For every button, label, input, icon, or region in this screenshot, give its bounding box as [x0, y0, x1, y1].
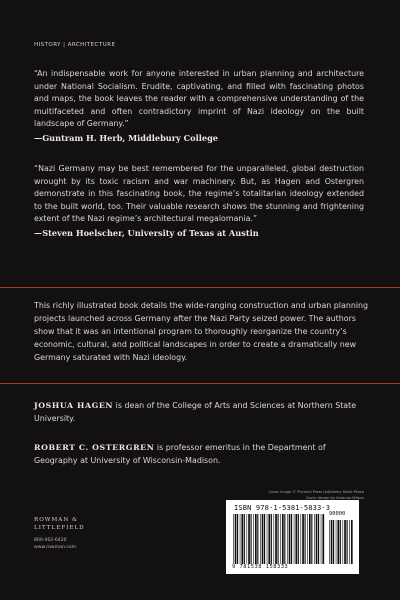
barcode-bar [275, 514, 277, 564]
publisher-block [34, 517, 85, 551]
barcode-bar [331, 520, 333, 564]
barcode-bar [260, 514, 261, 564]
barcode-bar [268, 514, 270, 564]
quote-text: “Nazi Germany may be best remembered for the unparalleled, global destruction wrought by its toxic racism and war machinery. But, as Hagen and Ostergren demonstrate in this fascinating book, the regime’s totalitarian ideology extended to the built world, too. Their valuable research shows the stunning and frightening extent of the Nazi regime’s architectural megalomania.” [34, 164, 364, 223]
barcode-bar [278, 514, 279, 564]
publisher-website: www.rowman.com [34, 545, 77, 550]
barcode-bar [305, 514, 306, 564]
author-bio-text: is professor emeritus in the Department of Geography at University of Wisconsin-Madison. [34, 443, 326, 465]
barcode-digits: 9 781538 158333 [232, 564, 289, 570]
barcode-bar [318, 514, 319, 564]
barcode-bar [351, 520, 353, 564]
barcode-bar [307, 514, 308, 564]
author-bio-text: is dean of the College of Arts and Sciences at Northern State University. [34, 401, 357, 423]
barcode-bar [244, 514, 245, 564]
category-label: HISTORY | ARCHITECTURE [34, 42, 116, 48]
barcode-bar [314, 514, 315, 564]
barcode-bar [274, 514, 275, 564]
barcode-bar [337, 520, 339, 564]
book-description: This richly illustrated book details the wide-ranging construction and urban planning projects launched across Germany after the Nazi Party seized power. The authors show that it was an intentional program to thoroughly reorganize the country’s economic, cultural, and political landscapes in order to create a dramatically new Germany saturated with Nazi ideology. [34, 301, 369, 362]
barcode-bar [267, 514, 268, 564]
barcode-bar [284, 514, 285, 564]
barcode-addon-bars [329, 520, 353, 564]
quote-attribution: —Steven Hoelscher, University of Texas at Austin [34, 227, 259, 238]
barcode-bar [271, 514, 272, 564]
barcode-bar [264, 514, 265, 564]
barcode-bar [340, 520, 341, 564]
barcode-bar [240, 514, 241, 564]
quote-text: “An indispensable work for anyone interested in urban planning and architecture under National Socialism. Erudite, captivating, and filled with fascinating photos and maps, the book leaves the reader with a comprehensive understanding of the multifaceted and often contradictory imprint of Nazi ideology on the built landscape of Germany.” [34, 69, 364, 128]
divider-rule [0, 383, 400, 384]
barcode-bar [248, 514, 250, 564]
barcode-bar [311, 514, 312, 564]
barcode-bar [302, 514, 304, 564]
barcode-bar [333, 520, 334, 564]
barcode-bar [321, 514, 322, 564]
publisher-phone: 800-462-6420 [34, 538, 67, 543]
isbn-barcode [226, 500, 359, 574]
author-bio [34, 441, 364, 467]
barcode-bar [298, 514, 299, 564]
barcode-bar [255, 514, 257, 564]
barcode-bars [233, 514, 325, 564]
image-credit: Cover image © Pictorial Press Ltd/Alamy Stock Photo [268, 490, 364, 494]
divider-rule [0, 287, 400, 288]
barcode-bar [344, 520, 346, 564]
barcode-bar [322, 514, 324, 564]
barcode-bar [347, 520, 348, 564]
barcode-bar [329, 520, 330, 564]
author-name: JOSHUA HAGEN [34, 401, 114, 410]
barcode-bar [253, 514, 254, 564]
isbn-number: ISBN 978-1-5381-5833-3 [234, 503, 331, 512]
barcode-bar [291, 514, 292, 564]
barcode-bar [233, 514, 234, 564]
barcode-bar [301, 514, 302, 564]
barcode-bar [343, 520, 344, 564]
barcode-bar [251, 514, 252, 564]
barcode-bar [309, 514, 311, 564]
barcode-bar [262, 514, 264, 564]
quote-attribution: —Guntram H. Herb, Middlebury College [34, 132, 219, 143]
barcode-bar [235, 514, 237, 564]
barcode-bar [280, 514, 281, 564]
barcode-bar [237, 514, 238, 564]
barcode-bar [247, 514, 248, 564]
barcode-bar [316, 514, 318, 564]
endorsement-quote [34, 163, 364, 239]
barcode-bar [295, 514, 297, 564]
author-bio [34, 399, 364, 425]
barcode-bar [282, 514, 284, 564]
design-credit: Cover design by Amanda Wilson [305, 496, 364, 500]
price-code: 90000 [329, 511, 346, 517]
publisher-logo [34, 517, 85, 532]
barcode-bar [294, 514, 295, 564]
barcode-bar [336, 520, 337, 564]
barcode-bar [287, 514, 288, 564]
publisher-name-line: ROWMAN & [34, 517, 78, 523]
endorsement-quote [34, 68, 364, 144]
barcode-bar [257, 514, 258, 564]
barcode-bar [241, 514, 243, 564]
publisher-name-line: LITTLEFIELD [34, 524, 85, 531]
author-name: ROBERT C. OSTERGREN [34, 443, 155, 452]
barcode-bar [289, 514, 291, 564]
barcode-bar [349, 520, 350, 564]
